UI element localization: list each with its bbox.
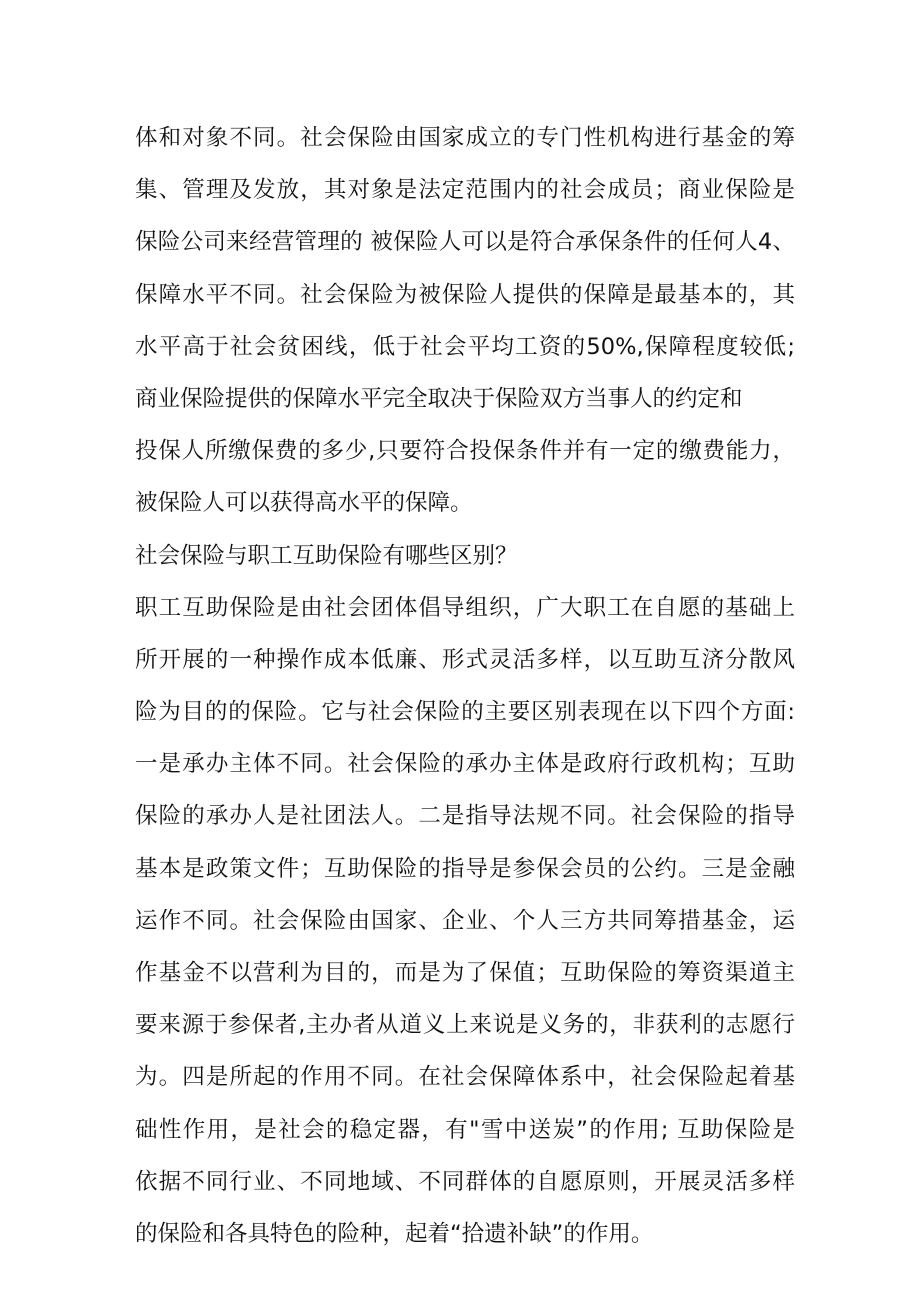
body-text: [135, 112, 795, 1260]
text-line: 基本是政策文件；互助保险的指导是参保会员的公约。三是金融: [135, 855, 795, 882]
text-line: 为。四是所起的作用不同。在社会保障体系中，社会保险起着基: [135, 1064, 795, 1091]
text-line: 运作不同。社会保险由国家、企业、个人三方共同筹措基金，运: [135, 907, 795, 934]
text-line: 要来源于参保者,主办者从道义上来说是义务的，非获利的志愿行: [135, 1012, 795, 1039]
text-line: 保险的承办人是社团法人。二是指导法规不同。社会保险的指导: [135, 803, 795, 830]
text-line: 体和对象不同。社会保险由国家成立的专门性机构进行基金的筹: [135, 125, 795, 151]
text-line: 职工互助保险是由社会团体倡导组织，广大职工在自愿的基础上: [135, 594, 795, 621]
text-line: 依据不同行业、不同地域、不同群体的自愿原则，开展灵活多样: [135, 1168, 795, 1195]
text-line: 水平高于社会贫困线，低于社会平均工资的50%,保障程度较低;: [135, 333, 795, 360]
text-line: 被保险人可以获得高水平的保障。: [135, 490, 473, 517]
text-line: 集、管理及发放，其对象是法定范围内的社会成员；商业保险是: [135, 177, 795, 204]
text-line: 所开展的一种操作成本低廉、形式灵活多样，以互助互济分散风: [135, 646, 795, 673]
text-line: 础性作用，是社会的稳定器，有"雪中送炭”的作用; 互助保险是: [135, 1116, 795, 1143]
section-question: 社会保险与职工互助保险有哪些区别？: [135, 542, 518, 569]
text-line: 作基金不以营利为目的，而是为了保值；互助保险的筹资渠道主: [135, 960, 795, 986]
text-line: 的保险和各具特色的险种，起着“拾遗补缺”的作用。: [135, 1220, 654, 1247]
text-line: 投保人所缴保费的多少,只要符合投保条件并有一定的缴费能力，: [135, 438, 795, 465]
text-line: 险为目的的保险。它与社会保险的主要区别表现在以下四个方面:: [135, 699, 795, 726]
text-line: 保障水平不同。社会保险为被保险人提供的保障是最基本的，其: [135, 281, 795, 308]
text-line: 商业保险提供的保障水平完全取决于保险双方当事人的约定和: [135, 385, 743, 412]
text-line: 保险公司来经营管理的 被保险人可以是符合承保条件的任何人4、: [135, 229, 795, 256]
text-line: 一是承办主体不同。社会保险的承办主体是政府行政机构；互助: [135, 751, 795, 778]
